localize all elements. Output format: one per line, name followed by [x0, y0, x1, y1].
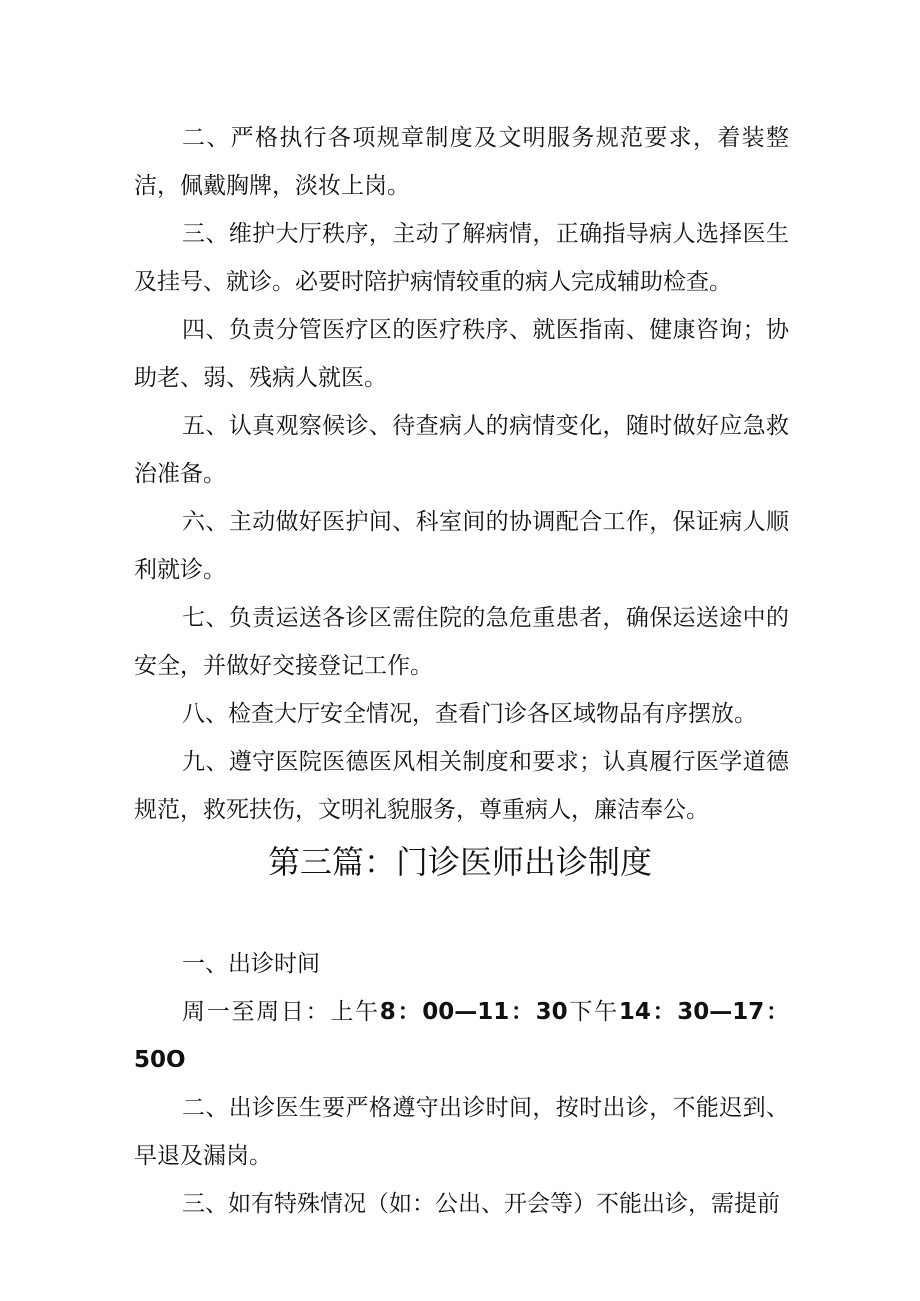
schedule-afternoon: 14：30—17：50O — [134, 999, 789, 1073]
paragraph-item-9: 九、遵守医院医德医风相关制度和要求；认真履行医学道德规范，救死扶伤，文明礼貌服务，尊重病人，廉洁奉公。 — [134, 749, 789, 823]
paragraph-item-3: 三、维护大厅秩序，主动了解病情，正确指导病人选择医生及挂号、就诊。必要时陪护病情较重的病人完成辅助检查。 — [134, 221, 789, 295]
item-one-title: 一、出诊时间 — [182, 951, 320, 977]
section-heading: 第三篇：门诊医师出诊制度 — [267, 843, 652, 881]
paragraph-rule-3: 三、如有特殊情况（如：公出、开会等）不能出诊，需提前 — [182, 1191, 780, 1217]
paragraph-rule-2: 二、出诊医生要严格遵守出诊时间，按时出诊，不能迟到、早退及漏岗。 — [134, 1095, 789, 1169]
paragraph-item-5: 五、认真观察候诊、待查病人的病情变化，随时做好应急救治准备。 — [134, 413, 789, 487]
paragraph-item-8: 八、检查大厅安全情况，查看门诊各区域物品有序摆放。 — [182, 701, 757, 727]
schedule-line — [134, 988, 789, 1084]
doctor-schedule-section — [134, 940, 789, 1228]
schedule-prefix: 周一至周日：上午 — [182, 999, 380, 1025]
paragraph-item-7: 七、负责运送各诊区需住院的急危重患者，确保运送途中的安全，并做好交接登记工作。 — [134, 605, 789, 679]
paragraph-item-4: 四、负责分管医疗区的医疗秩序、就医指南、健康咨询；协助老、弱、残病人就医。 — [134, 317, 789, 391]
schedule-middle: 下午 — [567, 999, 619, 1025]
paragraph-item-2: 二、严格执行各项规章制度及文明服务规范要求，着装整洁，佩戴胸牌，淡妆上岗。 — [134, 125, 789, 199]
schedule-morning: 8：00—11：30 — [379, 999, 568, 1025]
nurse-duty-list — [134, 114, 789, 834]
paragraph-item-6: 六、主动做好医护间、科室间的协调配合工作，保证病人顺利就诊。 — [134, 509, 789, 583]
